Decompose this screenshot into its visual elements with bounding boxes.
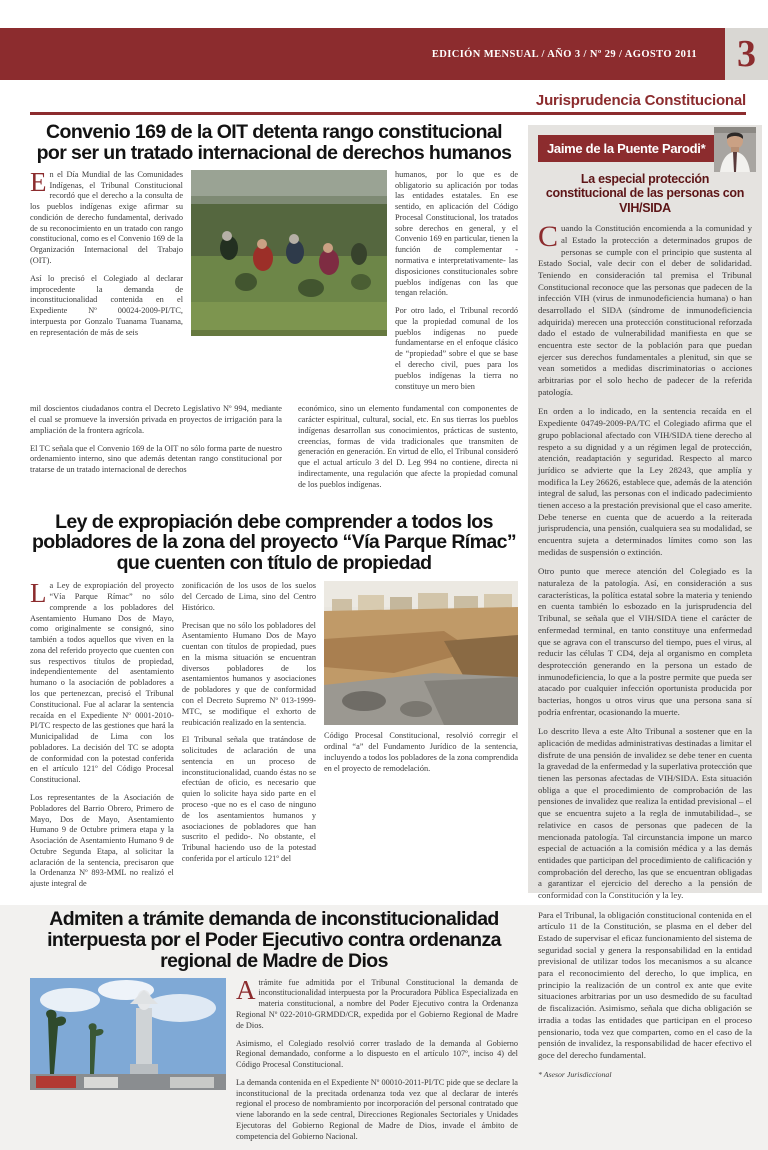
article2-col1	[30, 578, 174, 897]
article2-col2	[182, 581, 316, 897]
edition-bar	[0, 28, 725, 80]
paragraph: Así lo precisó el Colegiado al declarar improcedente la demanda de inconstitucionalidad contenida en el Expediente Nº 00024-2009-PI/TC, interpuesta por Gonzalo Tuanama Tuanama, en representación de más de seis	[30, 273, 183, 337]
paragraph: económico, sino un elemento fundamental con componentes de carácter espiritual, cultural, social, etc. En sus tierras los pueblos indígenas desarrollan sus conocimientos, prácticas de sustento, creencias, formas de vida tradicionales que transmiten de generación en generación. En virtud de ello, el Tribunal consideró que el actual artículo 3 del D. Leg 994 no contiene, directa ni indirectamente, una regulación que afecte la propiedad comunal de los pueblos indígenas.	[298, 404, 518, 489]
paragraph: Atrámite fue admitida por el Tribunal Constitucional la demanda de inconstitucionalidad interpuesta por la Procuradora Pública Especializada en materia constitucional, a nombre del Poder Ejecutivo contra la Ordenanza Regional Nº 022-2010-GRMDD/CR, expedida por el Gobierno Regional de Madre de Dios.	[236, 974, 518, 1030]
paragraph: La Ley de expropiación del proyecto “Vía Parque Rímac” no sólo comprende a los pobladores del Asentamiento Humano Dos de Mayo, como originalmente se consignó, sino también a todos aquellos que viven en la zona del referido proyecto que cuenten con sus respectivos títulos de propiedad, independientemente del asentamiento humano o la asociación de pobladores a los que pertenezcan, precisó el Tribunal Constitucional. Fue al aclarar la sentencia recaída en el Expediente Nº 0001-2010-PI/TC respecto de las gestiones que hará la Municipalidad de Lima con los pobladores. La decisión del TC se adopta de conformidad con la potestad conferida en el artículo 121º del Código Procesal Constitucional.	[30, 578, 174, 785]
sidebar-footnote: * Asesor Jurisdiccional	[538, 1069, 612, 1079]
paragraph: Precisan que no sólo los pobladores del Asentamiento Humano Dos de Mayo cuentan con títulos de propiedad, pues en la misma situación se encuentran diversos pobladores de los asentamientos humanos y asociaciones de pobladores y que de conformidad con el Decreto Supremo Nº 013-1999-MTC, se modifique el exhorto de reubicación realizado en la sentencia.	[181, 620, 316, 727]
hillside-houses-image	[324, 581, 518, 725]
sidebar-heading: La especial protección constitucional de las personas con VIH/SIDA	[545, 172, 745, 215]
article1-col1	[30, 166, 183, 400]
article1-photo	[191, 170, 387, 336]
dropcap: L	[30, 578, 47, 609]
paragraph: Para el Tribunal, la obligación constitucional contenida en el artículo 11 de la Constitución, se plasma en el deber del Estado de supervisar el eficaz funcionamiento del sistema de seguridad social y genera la responsabilidad en la entidad previsional de utilizar todos los mecanismos a su alcance para el reconocimiento del derecho, lo que implica, en principio la realización de un control ex ante que evite situaciones arbitrarias por un uso desmedido de su facultad de fiscalización. Asimismo, señala que dicha obligación se irradia a todas las entidades que participan en el proceso pensionario, toda vez que comparten, como en el caso de la pensión de invalidez, la responsabilidad de hacer efectivo el goce del derecho fundamental.	[538, 909, 752, 1060]
top-header	[0, 28, 768, 80]
paragraph: Otro punto que merece atención del Colegiado es la naturaleza de la patología. Así, en consideración a sus características, la política estatal sobre la materia y teniendo en cuenta también lo esbozado en la jurisprudencia del Tribunal, se señala que el VIH/SIDA tiene el carácter de enfermedad terminal, en tanto constituye una enfermedad que se agrava con el transcurso del tiempo, pues el virus, al reducir las células T CD4, deja al organismo en completa desprotección generando en la persona un estado de inmunodeficiencia, lo que a la postre permite que pueda ser atacado por cualquier infección oportunista producida por bacterias, hongos u otros virus que una persona sana sí podría enfrentar, ocasionando la muerte.	[538, 566, 752, 717]
paragraph: mil doscientos ciudadanos contra el Decreto Legislativo Nº 994, mediante el cual se promueve la inversión privada en proyectos de irrigación para la ampliación de la frontera agrícola.	[30, 404, 282, 435]
monument-image	[30, 978, 226, 1090]
author-headshot	[714, 127, 756, 172]
sidebar-opinion-column	[528, 125, 762, 1079]
article3-text	[236, 974, 518, 1150]
paragraph: En el Día Mundial de las Comunidades Indígenas, el Tribunal Constitucional recordó que el derecho a la consulta de los pueblos indígenas exige afirmar su condición de derecho fundamental, derivado de su reconocimiento en un tratado con rango constitucional, como es el Convenio 169 de la Organización Internacional del Trabajo (OIT).	[30, 166, 183, 265]
sidebar-author-name: Jaime de la Puente Parodi*	[547, 141, 706, 156]
article1-columns	[30, 166, 518, 400]
paragraph: humanos, por lo que es de obligatorio su aplicación por todas las entidades estatales. En ese sentido, en aplicación del Código Procesal Constitucional, los tratados sobre derechos en general, y el Convenio 169 en particular, tienen la función de complementar -normativa e interpretativamente- las disposiciones constitucionales sobre pueblos indígenas con las que tengan relación.	[395, 169, 518, 298]
article3-columns	[30, 974, 518, 1150]
article1-lower-right	[298, 404, 518, 497]
paragraph: El TC señala que el Convenio 169 de la OIT no sólo forma parte de nuestro ordenamiento interno, sino que además detentan rango constitucional por tratarse de un tratado internacional de derechos	[30, 443, 282, 475]
field-scene-image	[191, 170, 387, 336]
section-title: Jurisprudencia Constitucional	[535, 92, 746, 109]
paragraph: El Tribunal señala que tratándose de solicitudes de aclaración de una sentencia en un proceso de inconstitucionalidad, cuando éstas no se efectúan de oficio, es necesario que quien lo solicite haya sido parte en el proceso -que no es el caso de ninguno de los asentamientos humanos y asociaciones de pobladores que han suscrito el pedido-. No obstante, el Tribunal haciendo uso de la potestad conferida por el artículo 121º del	[181, 735, 316, 863]
article3-photo	[30, 978, 226, 1090]
article3-headline: Admiten a trámite demanda de inconstitucionalidad interpuesta por el Poder Ejecutivo contra ordenanza regional de Madre de Dios	[47, 908, 501, 972]
paragraph: La demanda contenida en el Expediente Nº 00010-2011-PI/TC pide que se declare la inconstitucional de la precitada ordenanza toda vez que al declarar de interés regional el proceso de nombramiento por incorporación del personal contratado que viene laborando en la sede central, Direcciones Regionales Sectoriales y Unidades Ejecutoras del Gobierno Regional de Madre de Dios, invade el ámbito de competencia del Gobierno Nacional.	[236, 1077, 518, 1141]
dropcap: A	[236, 974, 256, 1005]
paragraph: Lo descrito lleva a este Alto Tribunal a sostener que en la aplicación de medidas administrativas destinadas a limitar el disfrute de una pensión de invalidez se debe tener en cuenta la gravedad de la enfermedad y la superlativa protección que tienen las personas afectadas de VIH/SIDA. Esta situación obliga a que el procedimiento de comprobación de las pensiones de invalidez que realiza la entidad previsional – el que se encuentra sujeto a la regla de inmutabilidad–, se relativice en casos de personas que padecen de la mencionada patología. Tal circunstancia impone un marco especial de actuación a la comisión médica y a las demás entidades que participan del procedimiento de calificación y comprobación del derecho, las que se encuentran obligadas a garantizar el ejercicio del derecho a la pensión de conformidad con la Constitución y la ley.	[538, 726, 752, 900]
article2-col3	[324, 581, 518, 897]
paragraph: Los representantes de la Asociación de Pobladores del Barrio Obrero, Primero de Mayo, Dos de Mayo, Asentamiento Humano 9 de Octubre primera etapa y la Asociación de Asentamiento Humano 9 de Octubre Segunda Etapa, al solicitar la aclaración de la sentencia, precisaron que la Ordenanza Nº 893-MML no realizó el ajuste integral de	[30, 793, 174, 889]
paragraph: Por otro lado, el Tribunal recordó que la propiedad comunal de los pueblos indígenas no puede fundamentarse en el enfoque clásico de “propiedad” sobre el que se base el derecho civil, pues para los pueblos indígenas la tierra no constituye un mero bien	[395, 306, 518, 391]
page-number-box	[725, 28, 768, 80]
dropcap: C	[538, 220, 559, 254]
article1-headline: Convenio 169 de la OIT detenta rango constitucional por ser un tratado internacional de derechos humanos	[36, 121, 512, 164]
article1-col3	[395, 170, 518, 400]
paragraph: Asimismo, el Colegiado resolvió correr traslado de la demanda al Gobierno Regional demandado, conforme a lo dispuesto en el artículo 107º, inciso 4) del Código Procesal Constitucional.	[236, 1038, 518, 1070]
article2-columns	[30, 578, 519, 897]
paragraph: Cuando la Constitución encomienda a la comunidad y al Estado la protección a determinados grupos de personas se cumple con el principio que sustenta al Estado Social, vale decir con el deber de solidaridad. Teniendo en consideración tal premisa el Tribunal Constitucional reconoce que las personas que padecen de la infección VIH (virus de inmunodeficiencia humana) o han desarrollado el SIDA (síndrome de inmunodeficiencia adquirida) merecen una protección constitucional reforzada dado el estado de vulnerabilidad manifiesta en que se encuentra este sector de la población para que puedan ejercer sus derechos fundamentales a plenitud, sin que se vean sometidos a medidas discriminatorias o acciones arbitrarias por el solo hecho de padecer de la referida patología.	[538, 220, 752, 397]
section-head	[30, 92, 746, 115]
sidebar-author-bar	[538, 135, 752, 162]
article2-headline: Ley de expropiación debe comprender a todos los pobladores de la zona del proyecto “Vía Parque Rímac” que cuenten con título de propiedad	[31, 510, 516, 575]
section-rule	[30, 112, 746, 115]
dropcap: E	[30, 166, 47, 197]
article1-lower-left	[30, 404, 282, 497]
article1-lower	[30, 404, 518, 497]
article2-photo	[324, 581, 518, 725]
author-portrait-image	[714, 127, 756, 172]
paragraph: En orden a lo indicado, en la sentencia recaída en el Expediente 04749-2009-PA/TC el Colegiado afirma que el grupo poblacional afectado con VIH/SIDA tiene derecho al respeto a su dignidad y a un régimen legal de protección, atención, readaptación y seguridad. Respecto al marco jurídico se advierte que la Ley 28243, que amplía y modifica la Ley 26626, establece que, además de la atención integral de salud, las personas con el indicado padecimiento tienen acceso a la prestación previsional que el caso amerite. Debe tenerse en cuenta que de acuerdo a la reiterada jurisprudencia, una pensión, cualquiera sea su modalidad, se encuentra sujeta a determinados límites como son las medidas de suspensión o extinción.	[538, 406, 752, 557]
paragraph: Código Procesal Constitucional, resolvió corregir el ordinal “a” del Fundamento Jurídico de la sentencia, incluyendo a todos los pobladores de la zona comprendida en el proyecto de remodelación.	[324, 731, 519, 773]
main-column	[30, 122, 518, 1150]
page-number: 3	[737, 33, 756, 75]
paragraph: zonificación de los usos de los suelos del Cercado de Lima, sino del Centro Histórico.	[181, 581, 316, 612]
edition-line: EDICIÓN MENSUAL / AÑO 3 / Nº 29 / AGOSTO 2011	[431, 48, 697, 60]
